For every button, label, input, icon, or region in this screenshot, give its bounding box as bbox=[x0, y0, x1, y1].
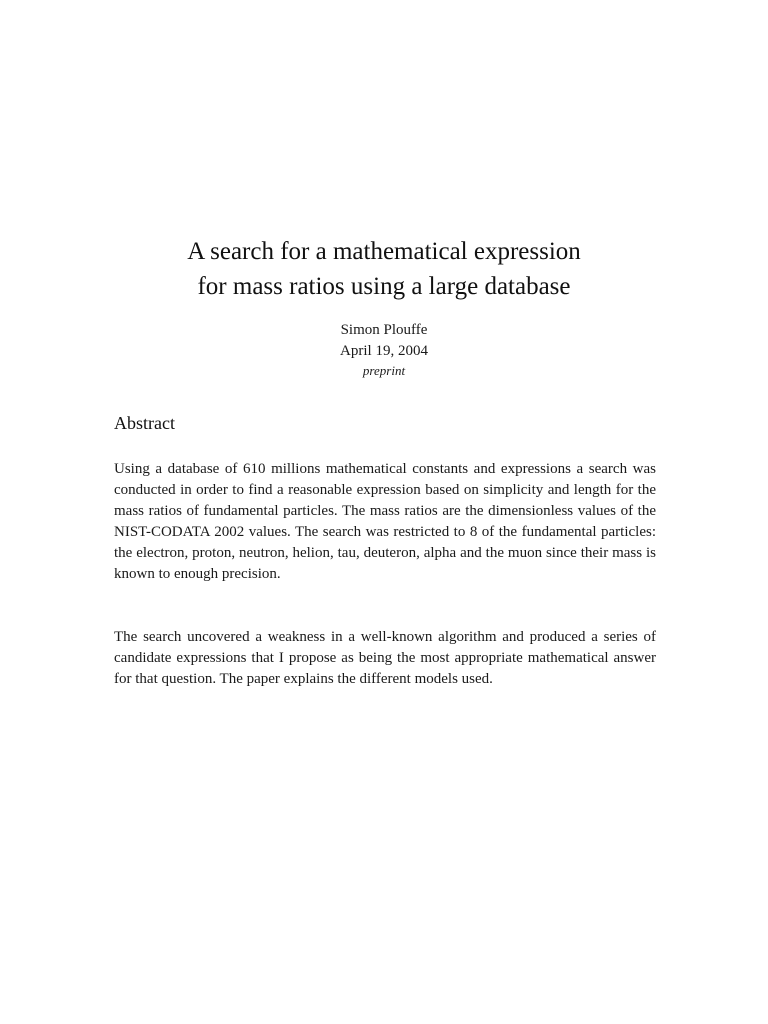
abstract-heading: Abstract bbox=[114, 413, 175, 433]
publication-date: April 19, 2004 bbox=[340, 343, 428, 359]
title-line-1: A search for a mathematical expression bbox=[187, 238, 581, 265]
paper-meta bbox=[0, 320, 768, 379]
title-line-2: for mass ratios using a large database bbox=[197, 273, 571, 300]
preprint-note: preprint bbox=[362, 363, 406, 378]
abstract-paragraph-1: Using a database of 610 millions mathematical constants and expressions a search was conducted in order to find a reasonable expression based on simplicity and length for the mass ratios of fundamental particles. The mass ratios are the dimensionless values of the NIST-CODATA 2002 values. The search was restricted to 8 of the fundamental particles: the electron, proton, neutron, helion, tau, deuteron, alpha and the muon since their mass is known to enough precision. bbox=[114, 461, 656, 582]
abstract-paragraph-2: The search uncovered a weakness in a well-known algorithm and produced a series of candidate expressions that I propose as being the most appropriate mathematical answer for that question. The paper explains the different models used. bbox=[114, 629, 656, 687]
author-name: Simon Plouffe bbox=[340, 322, 428, 338]
paper-title bbox=[0, 234, 768, 304]
